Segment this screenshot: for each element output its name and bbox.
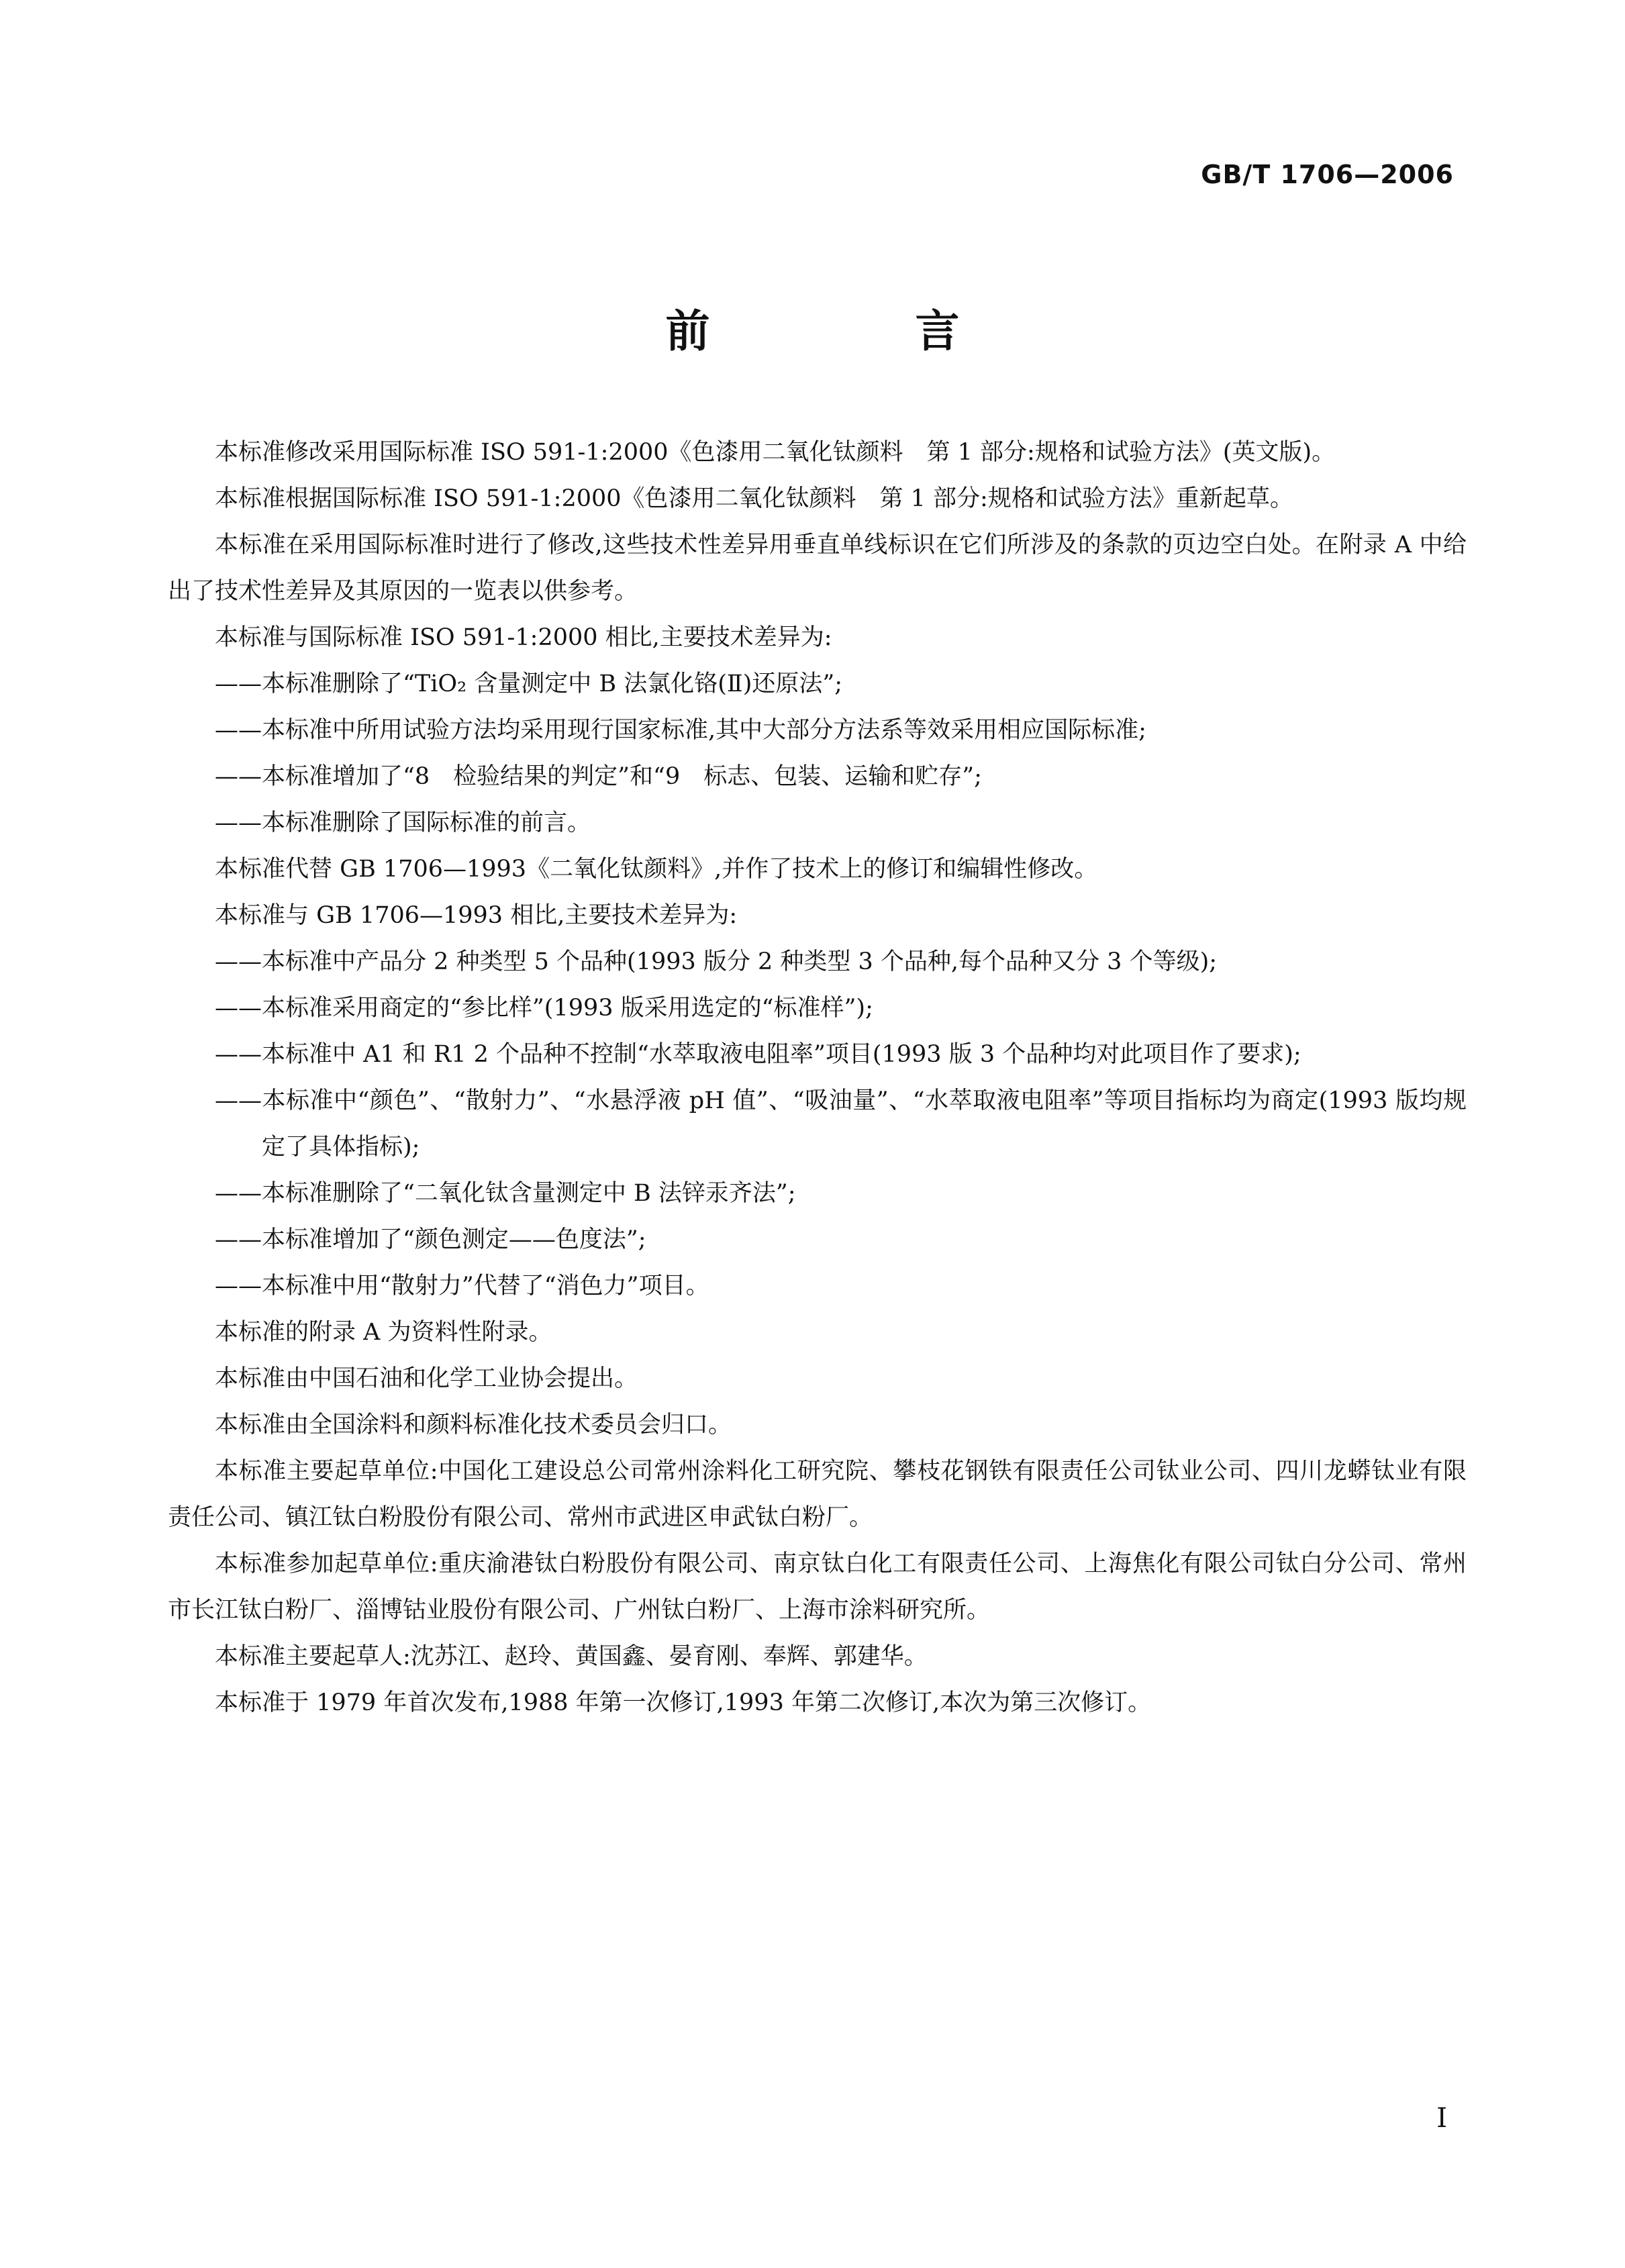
list-item: ——本标准中用“散射力”代替了“消色力”项目。: [215, 1273, 709, 1299]
list-item: ——本标准增加了“颜色测定——色度法”;: [215, 1226, 646, 1253]
paragraph: 本标准由全国涂料和颜料标准化技术委员会归口。: [215, 1412, 732, 1438]
list-item: ——本标准增加了“8 检验结果的判定”和“9 标志、包装、运输和贮存”;: [215, 763, 982, 790]
paragraph: 本标准根据国际标准 ISO 591-1:2000《色漆用二氧化钛颜料 第 1 部分:规格和试验方法》重新起草。: [215, 485, 1293, 512]
list-item: ——本标准中“颜色”、“散射力”、“水悬浮液 pH 值”、“吸油量”、“水萃取液电阻率”等项目指标均为商定(1993 版均规定了具体指标);: [215, 1087, 1467, 1161]
list-item: ——本标准采用商定的“参比样”(1993 版采用选定的“标准样”);: [215, 995, 873, 1022]
page-title: 前 言: [665, 305, 1040, 357]
paragraph: 本标准修改采用国际标准 ISO 591-1:2000《色漆用二氧化钛颜料 第 1 部分:规格和试验方法》(英文版)。: [215, 439, 1336, 466]
document-body: [168, 430, 1467, 1726]
list-item: ——本标准删除了国际标准的前言。: [215, 809, 591, 836]
list-item: ——本标准中所用试验方法均采用现行国家标准,其中大部分方法系等效采用相应国际标准;: [215, 717, 1146, 744]
list-item: ——本标准中 A1 和 R1 2 个品种不控制“水萃取液电阻率”项目(1993 版 3 个品种均对此项目作了要求);: [215, 1041, 1301, 1068]
paragraph: 本标准与 GB 1706—1993 相比,主要技术差异为:: [215, 902, 738, 929]
paragraph: 本标准参加起草单位:重庆渝港钛白粉股份有限公司、南京钛白化工有限责任公司、上海焦化有限公司钛白分公司、常州市长江钛白粉厂、淄博钴业股份有限公司、广州钛白粉厂、上海市涂料研究所。: [168, 1550, 1467, 1624]
list-item: ——本标准中产品分 2 种类型 5 个品种(1993 版分 2 种类型 3 个品种,每个品种又分 3 个等级);: [215, 948, 1218, 975]
standard-number: GB/T 1706—2006: [1201, 160, 1454, 189]
paragraph: 本标准主要起草单位:中国化工建设总公司常州涂料化工研究院、攀枝花钢铁有限责任公司钛业公司、四川龙蟒钛业有限责任公司、镇江钛白粉股份有限公司、常州市武进区申武钛白粉厂。: [168, 1458, 1467, 1531]
paragraph: 本标准由中国石油和化学工业协会提出。: [215, 1365, 638, 1392]
paragraph: 本标准于 1979 年首次发布,1988 年第一次修订,1993 年第二次修订,本次为第三次修订。: [215, 1689, 1152, 1716]
paragraph: 本标准主要起草人:沈苏江、赵玲、黄国鑫、晏育刚、奉辉、郭建华。: [215, 1643, 928, 1670]
page-number: I: [1436, 2103, 1447, 2134]
paragraph: 本标准在采用国际标准时进行了修改,这些技术性差异用垂直单线标识在它们所涉及的条款的页边空白处。在附录 A 中给出了技术性差异及其原因的一览表以供参考。: [168, 532, 1467, 605]
list-item: ——本标准删除了“TiO₂ 含量测定中 B 法氯化铬(Ⅱ)还原法”;: [215, 671, 843, 697]
paragraph: 本标准代替 GB 1706—1993《二氧化钛颜料》,并作了技术上的修订和编辑性修改。: [215, 856, 1098, 883]
paragraph: 本标准的附录 A 为资料性附录。: [215, 1319, 552, 1346]
paragraph: 本标准与国际标准 ISO 591-1:2000 相比,主要技术差异为:: [215, 624, 832, 651]
list-item: ——本标准删除了“二氧化钛含量测定中 B 法锌汞齐法”;: [215, 1180, 796, 1207]
